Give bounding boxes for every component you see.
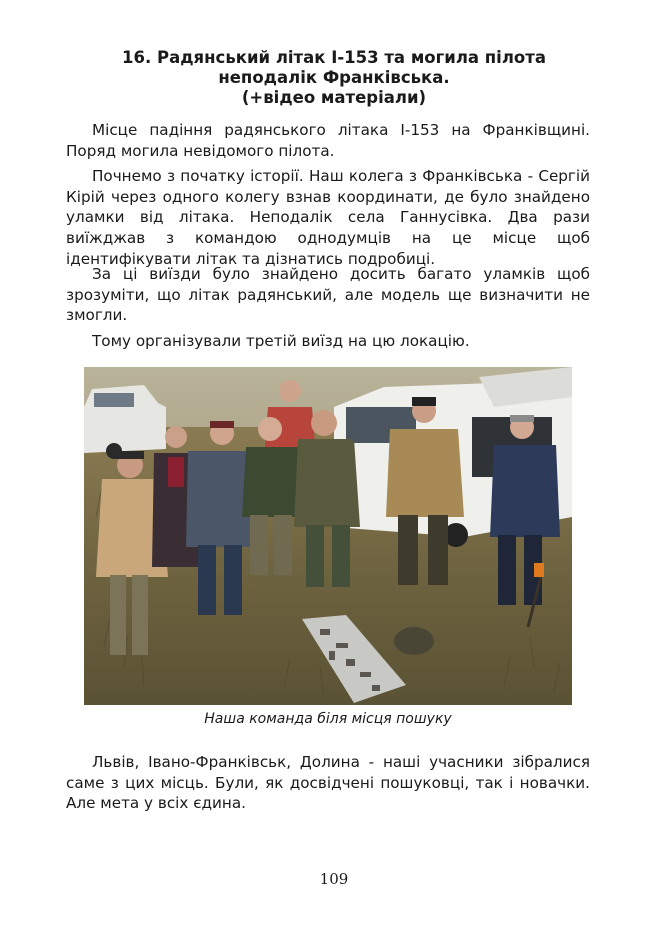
paragraph-4: Тому організували третій виїзд на цю локацію. [92,332,470,350]
chapter-title-line-3: (+відео матеріали) [241,88,427,107]
page-number: 109 [319,870,349,888]
paragraph-3: За ці виїзди було знайдено досить багато уламків щоб зрозуміти, що літак радянський, але модель ще визначити не змогли. [66,265,590,325]
team-photo [84,367,572,705]
chapter-title-line-2: неподалік Франківська. [218,68,450,87]
photo-caption: Наша команда біля місця пошуку [204,711,452,727]
paragraph-2: Почнемо з початку історії. Наш колега з Франківська - Сергій Кірій через одного колегу взнав координати, де було знайдено уламки від літака. Неподалік села Ганнусівка. Два рази виїжджав з командою однодумців на це місце щоб ідентифікувати літак та дізнатись подробиці. [66,167,590,268]
closing-paragraph: Львів, Івано-Франківськ, Долина - наші учасники зібралися саме з цих місць. Були, як досвідчені пошуковці, так і новачки. Але мета у всіх єдина. [66,753,590,813]
paragraph-1: Місце падіння радянського літака І-153 на Франківщині. Поряд могила невідомого пілота. [66,121,590,160]
chapter-title [70,48,598,108]
chapter-title-line-1: 16. Радянський літак І-153 та могила пілота [122,48,546,67]
